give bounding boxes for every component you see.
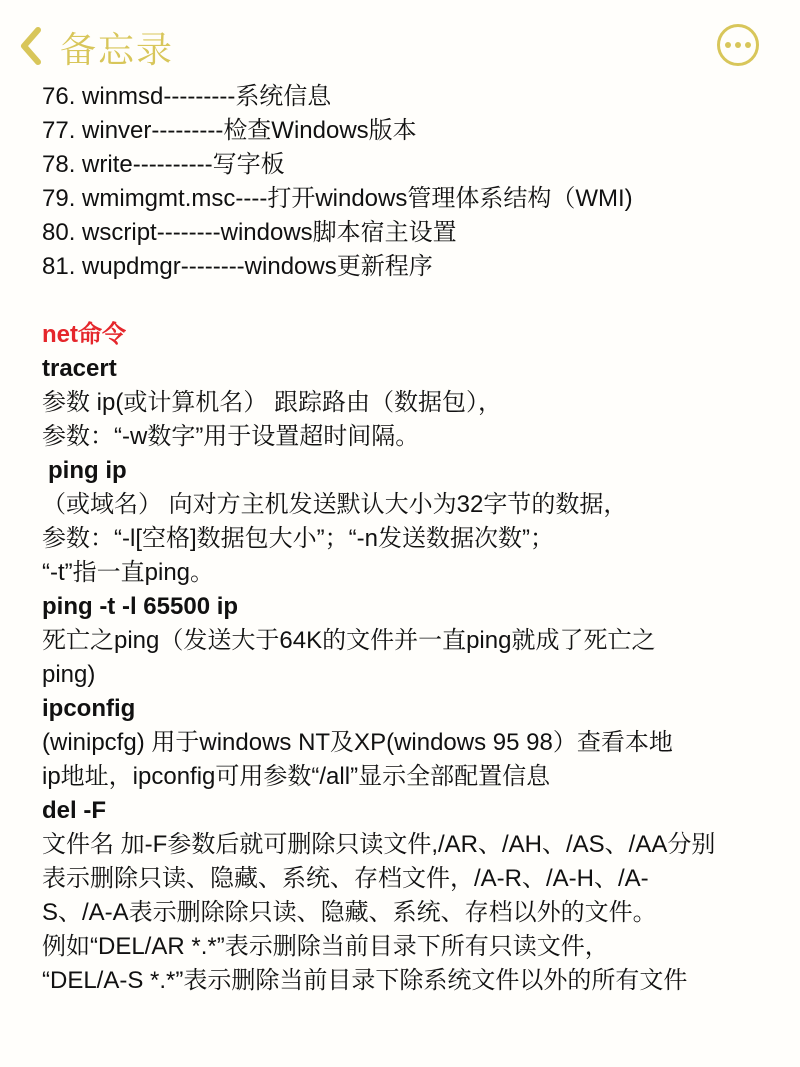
note-text-line: “DEL/A-S *.*”表示删除当前目录下除系统文件以外的所有文件 [42,967,688,994]
note-text-line: 参数：“-l[空格]数据包大小”；“-n发送数据次数”； [42,525,554,552]
section-title: net命令 [42,321,126,348]
command-list-item: 81. wupdmgr--------windows更新程序 [42,253,433,280]
command-heading: del -F [42,797,106,824]
command-heading: ping ip [48,457,127,484]
note-content[interactable] [42,80,782,998]
command-list-item: 77. winver---------检查Windows版本 [42,117,417,144]
note-text-line: (winipcfg) 用于windows NT及XP(windows 95 98）查看本地 [42,729,673,756]
note-text-line: ip地址，ipconfig可用参数“/all”显示全部配置信息 [42,763,551,790]
note-text-line: 表示删除只读、隐藏、系统、存档文件，/A-R、/A-H、/A- [42,865,649,892]
more-icon-dot [745,42,751,48]
note-text-line: ping) [42,661,96,688]
command-list-item: 79. wmimgmt.msc----打开windows管理体系结构（WMI) [42,185,633,212]
nav-header [0,0,800,80]
chevron-left-icon [14,24,50,68]
command-list-item: 80. wscript--------windows脚本宿主设置 [42,219,457,246]
note-text-line: “-t”指一直ping。 [42,559,215,586]
note-text-line: 例如“DEL/AR *.*”表示删除当前目录下所有只读文件， [42,933,609,960]
command-list-item: 78. write----------写字板 [42,151,285,178]
note-text-line: S、/A-A表示删除除只读、隐藏、系统、存档以外的文件。 [42,899,657,926]
command-heading: ipconfig [42,695,136,722]
page-title: 备忘录 [60,29,175,70]
back-button[interactable] [14,24,50,68]
more-button[interactable] [717,24,759,66]
command-heading: ping -t -l 65500 ip [42,593,239,620]
note-text-line: （或域名） 向对方主机发送默认大小为32字节的数据， [42,491,628,518]
command-list-item: 76. winmsd---------系统信息 [42,83,332,110]
blank-line [42,284,782,318]
note-text-line: 文件名 加-F参数后就可删除只读文件,/AR、/AH、/AS、/AA分别 [42,831,716,858]
note-text-line: 参数：“-w数字”用于设置超时间隔。 [42,423,420,450]
more-icon [725,42,731,48]
note-text-line: 参数 ip(或计算机名） 跟踪路由（数据包）， [42,389,503,416]
command-heading: tracert [42,355,117,382]
more-icon-dot [735,42,741,48]
note-text-line: 死亡之ping（发送大于64K的文件并一直ping就成了死亡之 [42,627,656,654]
